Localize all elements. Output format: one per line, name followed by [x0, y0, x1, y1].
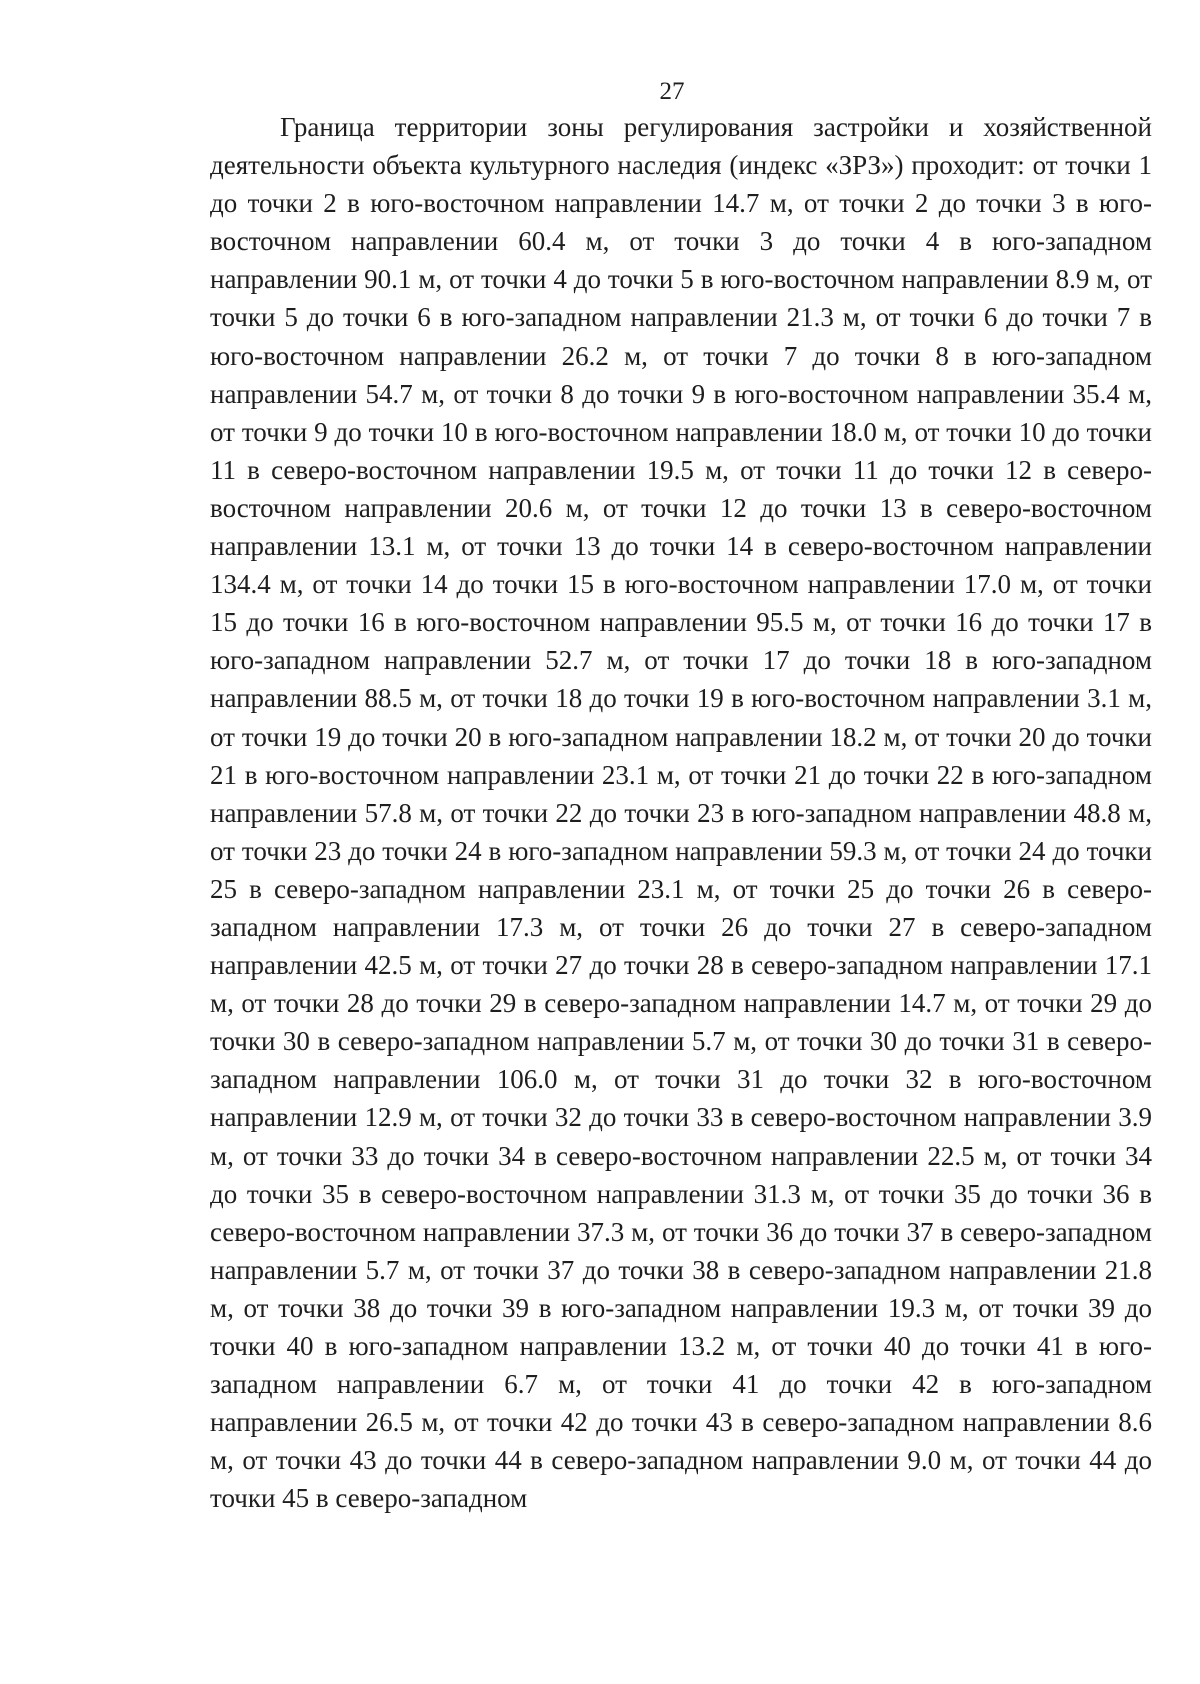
boundary-description-paragraph: Граница территории зоны регулирования застройки и хозяйственной деятельности объекта культурного наследия (индекс «ЗРЗ») проходит: от точки 1 до точки 2 в юго-восточном направлении 14.7 м, от точки 2 до точки 3 в юго-восточном направлении 60.4 м, от точки 3 до точки 4 в юго-западном направлении 90.1 м, от точки 4 до точки 5 в юго-восточном направлении 8.9 м, от точки 5 до точки 6 в юго-западном направлении 21.3 м, от точки 6 до точки 7 в юго-восточном направлении 26.2 м, от точки 7 до точки 8 в юго-западном направлении 54.7 м, от точки 8 до точки 9 в юго-восточном направлении 35.4 м, от точки 9 до точки 10 в юго-восточном направлении 18.0 м, от точки 10 до точки 11 в северо-восточном направлении 19.5 м, от точки 11 до точки 12 в северо-восточном направлении 20.6 м, от точки 12 до точки 13 в северо-восточном направлении 13.1 м, от точки 13 до точки 14 в северо-восточном направлении 134.4 м, от точки 14 до точки 15 в юго-восточном направлении 17.0 м, от точки 15 до точки 16 в юго-восточном направлении 95.5 м, от точки 16 до точки 17 в юго-западном направлении 52.7 м, от точки 17 до точки 18 в юго-западном направлении 88.5 м, от точки 18 до точки 19 в юго-восточном направлении 3.1 м, от точки 19 до точки 20 в юго-западном направлении 18.2 м, от точки 20 до точки 21 в юго-восточном направлении 23.1 м, от точки 21 до точки 22 в юго-западном направлении 57.8 м, от точки 22 до точки 23 в юго-западном направлении 48.8 м, от точки 23 до точки 24 в юго-западном направлении 59.3 м, от точки 24 до точки 25 в северо-западном направлении 23.1 м, от точки 25 до точки 26 в северо-западном направлении 17.3 м, от точки 26 до точки 27 в северо-западном направлении 42.5 м, от точки 27 до точки 28 в северо-западном направлении 17.1 м, от точки 28 до точки 29 в северо-западном направлении 14.7 м, от точки 29 до точки 30 в северо-западном направлении 5.7 м, от точки 30 до точки 31 в северо-западном направлении 106.0 м, от точки 31 до точки 32 в юго-восточном направлении 12.9 м, от точки 32 до точки 33 в северо-восточном направлении 3.9 м, от точки 33 до точки 34 в северо-восточном направлении 22.5 м, от точки 34 до точки 35 в северо-восточном направлении 31.3 м, от точки 35 до точки 36 в северо-восточном направлении 37.3 м, от точки 36 до точки 37 в северо-западном направлении 5.7 м, от точки 37 до точки 38 в северо-западном направлении 21.8 м, от точки 38 до точки 39 в юго-западном направлении 19.3 м, от точки 39 до точки 40 в юго-западном направлении 13.2 м, от точки 40 до точки 41 в юго-западном направлении 6.7 м, от точки 41 до точки 42 в юго-западном направлении 26.5 м, от точки 42 до точки 43 в северо-западном направлении 8.6 м, от точки 43 до точки 44 в северо-западном направлении 9.0 м, от точки 44 до точки 45 в северо-западном — [210, 112, 1152, 1514]
page-number: 27 — [659, 78, 685, 105]
